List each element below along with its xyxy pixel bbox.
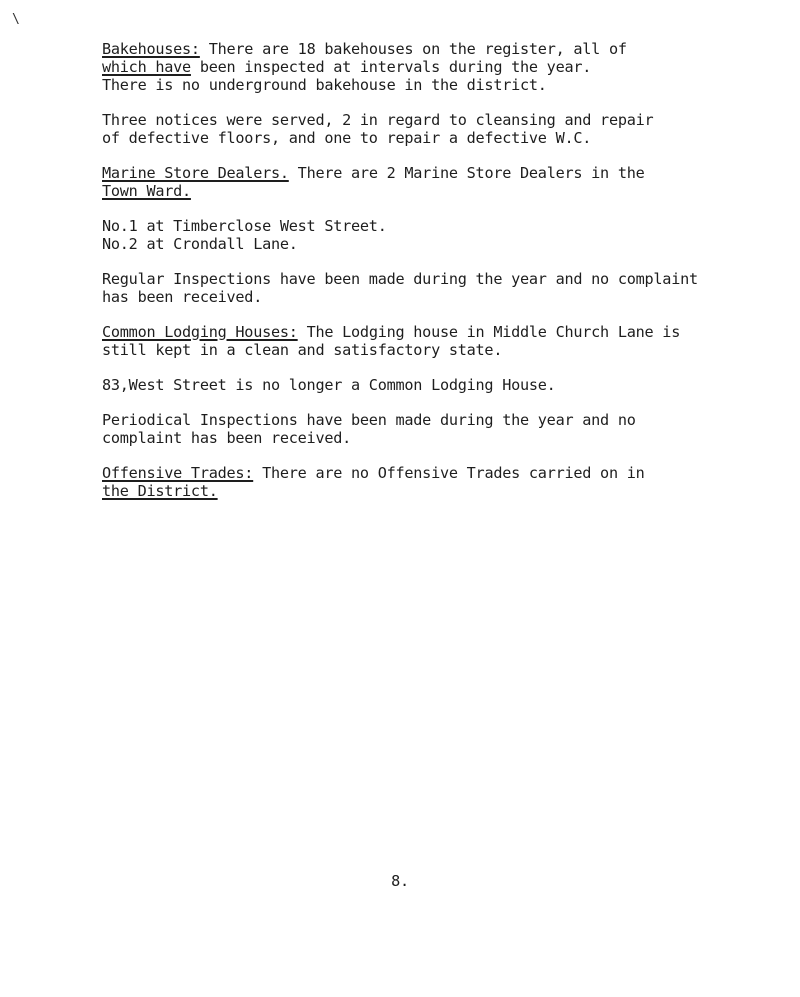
marine-store-heading: Marine Store Dealers. [102, 164, 289, 182]
lodging-heading: Common Lodging Houses: [102, 323, 298, 341]
bakehouses-line-2-text: been inspected at intervals during the year. [190, 58, 592, 76]
bakehouses-line-1 [102, 40, 800, 58]
corner-mark: \ [12, 12, 20, 27]
marine-store-line-1-text: There are 2 Marine Store Dealers in the [288, 164, 645, 182]
marine-store-inspections [102, 270, 800, 306]
bakehouses-section [102, 40, 800, 94]
bakehouses-heading: Bakehouses: [102, 40, 200, 58]
marine-store-section [102, 164, 800, 200]
marine-store-line-1 [102, 164, 800, 182]
lodging-line-2: still kept in a clean and satisfactory state. [102, 341, 503, 359]
marine-inspection-line-1: Regular Inspections have been made during the year and no complaint [102, 270, 698, 288]
offensive-line-1 [102, 464, 800, 482]
lodging-inspection-line-1: Periodical Inspections have been made during the year and no [102, 411, 636, 429]
bakehouses-heading-continued: which have [102, 58, 191, 76]
notices-section [102, 111, 800, 147]
lodging-inspection-line-2: complaint has been received. [102, 429, 352, 447]
marine-store-dealers-list [102, 217, 800, 253]
notices-line-1: Three notices were served, 2 in regard to cleansing and repair [102, 111, 654, 129]
west-street-line: 83,West Street is no longer a Common Lodging House. [102, 376, 556, 394]
marine-inspection-line-2: has been received. [102, 288, 263, 306]
marine-store-heading-continued: Town Ward. [102, 182, 191, 200]
offensive-line-2 [102, 482, 800, 500]
bakehouses-line-1-text: There are 18 bakehouses on the register, all of [199, 40, 627, 58]
offensive-heading-continued: the District. [102, 482, 218, 500]
report-body [102, 40, 800, 517]
bakehouses-line-2 [102, 58, 800, 76]
lodging-section [102, 323, 800, 359]
list-item: No.2 at Crondall Lane. [102, 235, 298, 253]
offensive-heading: Offensive Trades: [102, 464, 254, 482]
lodging-inspections [102, 411, 800, 447]
bakehouses-line-3: There is no underground bakehouse in the district. [102, 76, 547, 94]
marine-store-line-2 [102, 182, 800, 200]
lodging-line-1-text: The Lodging house in Middle Church Lane is [297, 323, 681, 341]
west-street-note [102, 376, 800, 394]
lodging-line-1 [102, 323, 800, 341]
list-item: No.1 at Timberclose West Street. [102, 217, 387, 235]
page-number: 8. [391, 872, 409, 890]
offensive-trades-section [102, 464, 800, 500]
notices-line-2: of defective floors, and one to repair a defective W.C. [102, 129, 592, 147]
offensive-line-1-text: There are no Offensive Trades carried on in [253, 464, 645, 482]
